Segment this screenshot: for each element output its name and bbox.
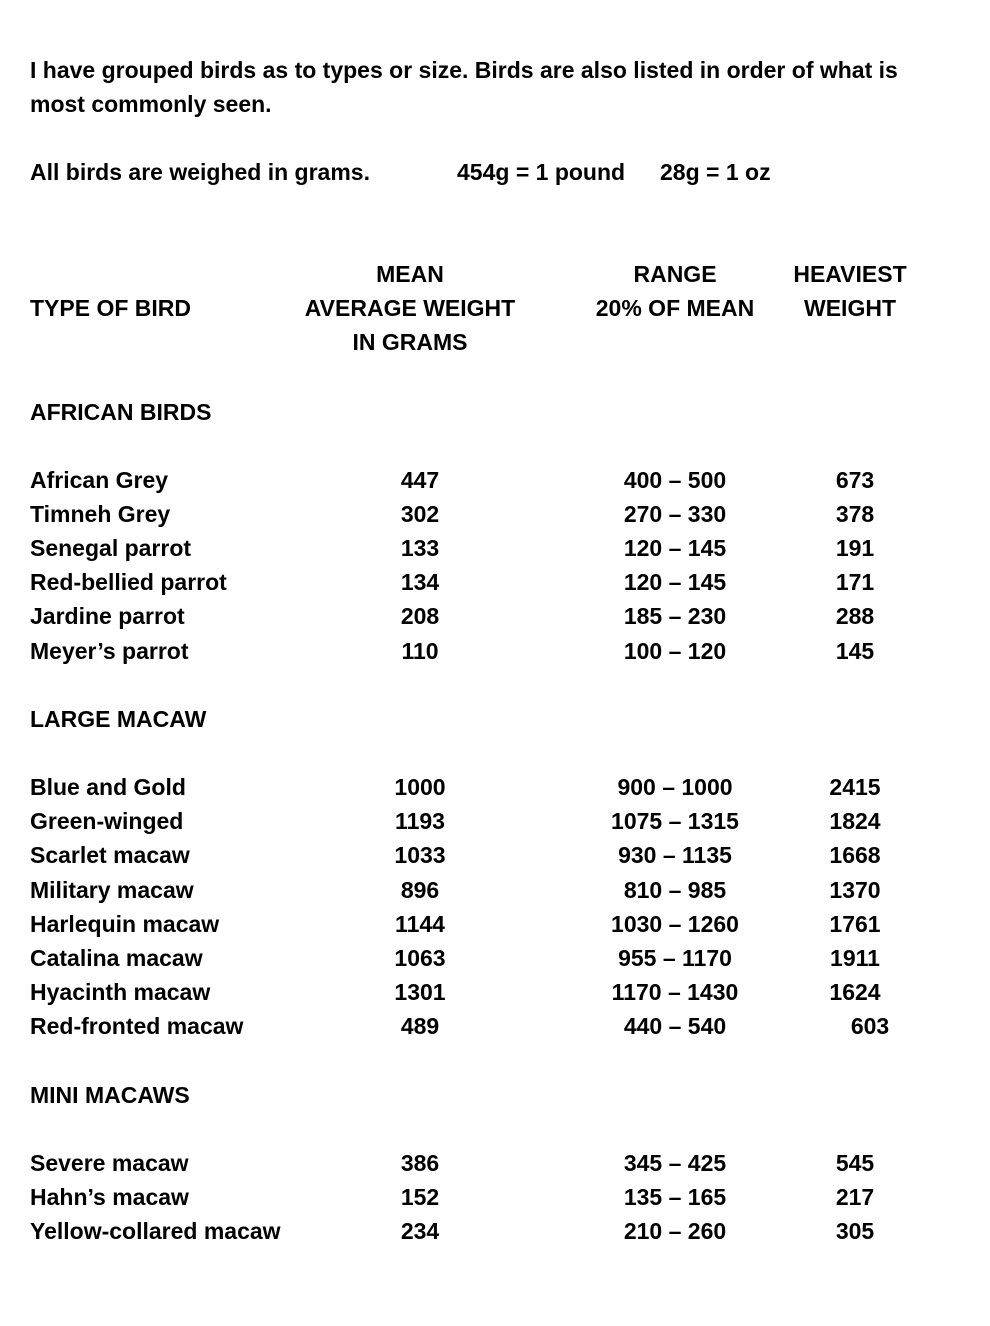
mean-weight: 1301: [394, 979, 446, 1005]
bird-type: Meyer’s parrot: [30, 638, 189, 664]
bird-type: Red-fronted macaw: [30, 1013, 244, 1039]
bird-type: Timneh Grey: [30, 501, 171, 527]
heaviest-weight: 171: [835, 569, 875, 595]
bird-type: Hyacinth macaw: [30, 979, 211, 1005]
pound-conversion: 454g = 1 pound: [457, 159, 626, 185]
header-mean-weight: [290, 257, 530, 359]
table-row: [0, 941, 990, 975]
mean-weight: 489: [400, 1013, 440, 1039]
weight-range: 135 – 165: [623, 1184, 727, 1210]
heaviest-weight: 2415: [829, 774, 881, 800]
units-text: All birds are weighed in grams.: [30, 159, 370, 185]
section-title-large-macaw: LARGE MACAW: [30, 706, 207, 732]
heaviest-weight: 603: [850, 1013, 890, 1039]
header-range: [575, 257, 775, 325]
header-mean-line-3: IN GRAMS: [352, 329, 468, 355]
header-range-line-1: RANGE: [633, 261, 717, 287]
section-title-african-birds: AFRICAN BIRDS: [30, 399, 212, 425]
mean-weight: 208: [400, 603, 440, 629]
weight-range: 345 – 425: [623, 1150, 727, 1176]
weight-range: 1075 – 1315: [611, 808, 739, 834]
heaviest-weight: 1624: [829, 979, 881, 1005]
bird-type: Red-bellied parrot: [30, 569, 227, 595]
bird-type: Yellow-collared macaw: [30, 1218, 281, 1244]
heaviest-weight: 1911: [830, 945, 880, 971]
bird-type: African Grey: [30, 467, 169, 493]
header-mean-line-2: AVERAGE WEIGHT: [304, 295, 516, 321]
header-heaviest-line-1: HEAVIEST: [793, 261, 907, 287]
bird-type: Green-winged: [30, 808, 184, 834]
heaviest-weight: 217: [835, 1184, 875, 1210]
weight-range: 210 – 260: [623, 1218, 727, 1244]
heaviest-weight: 545: [835, 1150, 875, 1176]
heaviest-weight: 1761: [829, 911, 881, 937]
header-type-of-bird: TYPE OF BIRD: [30, 295, 192, 321]
table-row: [0, 1214, 990, 1248]
table-row: [0, 565, 990, 599]
weight-range: 100 – 120: [623, 638, 727, 664]
bird-type: Harlequin macaw: [30, 911, 220, 937]
table-row: [0, 975, 990, 1009]
table-row: [0, 463, 990, 497]
heaviest-weight: 305: [835, 1218, 875, 1244]
mean-weight: 1033: [394, 842, 446, 868]
weight-range: 900 – 1000: [617, 774, 733, 800]
table-row: [0, 599, 990, 633]
heaviest-weight: 288: [835, 603, 875, 629]
table-row: [0, 770, 990, 804]
table-row: [0, 838, 990, 872]
mean-weight: 133: [400, 535, 440, 561]
weight-range: 930 – 1135: [618, 842, 732, 868]
header-heaviest-weight: [775, 257, 925, 325]
ounce-conversion: 28g = 1 oz: [660, 159, 771, 185]
table-row: [0, 531, 990, 565]
section-title-mini-macaws: MINI MACAWS: [30, 1082, 190, 1108]
heaviest-weight: 378: [835, 501, 875, 527]
table-row: [0, 804, 990, 838]
header-range-line-2: 20% OF MEAN: [595, 295, 755, 321]
weight-range: 1030 – 1260: [611, 911, 739, 937]
header-mean-line-1: MEAN: [376, 261, 444, 287]
heaviest-weight: 673: [835, 467, 875, 493]
bird-type: Senegal parrot: [30, 535, 192, 561]
weight-range: 185 – 230: [623, 603, 727, 629]
mean-weight: 234: [400, 1218, 440, 1244]
mean-weight: 152: [400, 1184, 440, 1210]
heaviest-weight: 145: [835, 638, 875, 664]
bird-type: Scarlet macaw: [30, 842, 190, 868]
bird-type: Hahn’s macaw: [30, 1184, 189, 1210]
mean-weight: 896: [400, 877, 440, 903]
mean-weight: 302: [400, 501, 440, 527]
table-row: [0, 497, 990, 531]
weight-range: 400 – 500: [623, 467, 727, 493]
heaviest-weight: 1824: [829, 808, 881, 834]
header-heaviest-line-2: WEIGHT: [804, 295, 896, 321]
mean-weight: 447: [400, 467, 440, 493]
heaviest-weight: 1370: [829, 877, 881, 903]
table-row: [0, 1009, 990, 1043]
heaviest-weight: 191: [835, 535, 875, 561]
weight-range: 810 – 985: [623, 877, 727, 903]
mean-weight: 386: [400, 1150, 440, 1176]
bird-type: Catalina macaw: [30, 945, 203, 971]
mean-weight: 1144: [395, 911, 445, 937]
intro-line-2: most commonly seen.: [30, 91, 272, 117]
weight-range: 270 – 330: [623, 501, 727, 527]
mean-weight: 110: [401, 638, 439, 664]
weight-range: 120 – 145: [623, 535, 727, 561]
bird-type: Severe macaw: [30, 1150, 189, 1176]
table-row: [0, 1180, 990, 1214]
weight-range: 120 – 145: [623, 569, 727, 595]
mean-weight: 1193: [395, 808, 445, 834]
mean-weight: 134: [400, 569, 440, 595]
weight-range: 1170 – 1430: [611, 979, 739, 1005]
table-row: [0, 907, 990, 941]
bird-type: Military macaw: [30, 877, 194, 903]
bird-type: Blue and Gold: [30, 774, 186, 800]
mean-weight: 1000: [394, 774, 446, 800]
table-row: [0, 634, 990, 668]
table-row: [0, 873, 990, 907]
table-row: [0, 1146, 990, 1180]
bird-type: Jardine parrot: [30, 603, 185, 629]
heaviest-weight: 1668: [829, 842, 881, 868]
mean-weight: 1063: [394, 945, 446, 971]
intro-line-1: I have grouped birds as to types or size. Birds are also listed in order of what is: [30, 57, 898, 83]
weight-range: 955 – 1170: [618, 945, 732, 971]
weight-range: 440 – 540: [623, 1013, 727, 1039]
